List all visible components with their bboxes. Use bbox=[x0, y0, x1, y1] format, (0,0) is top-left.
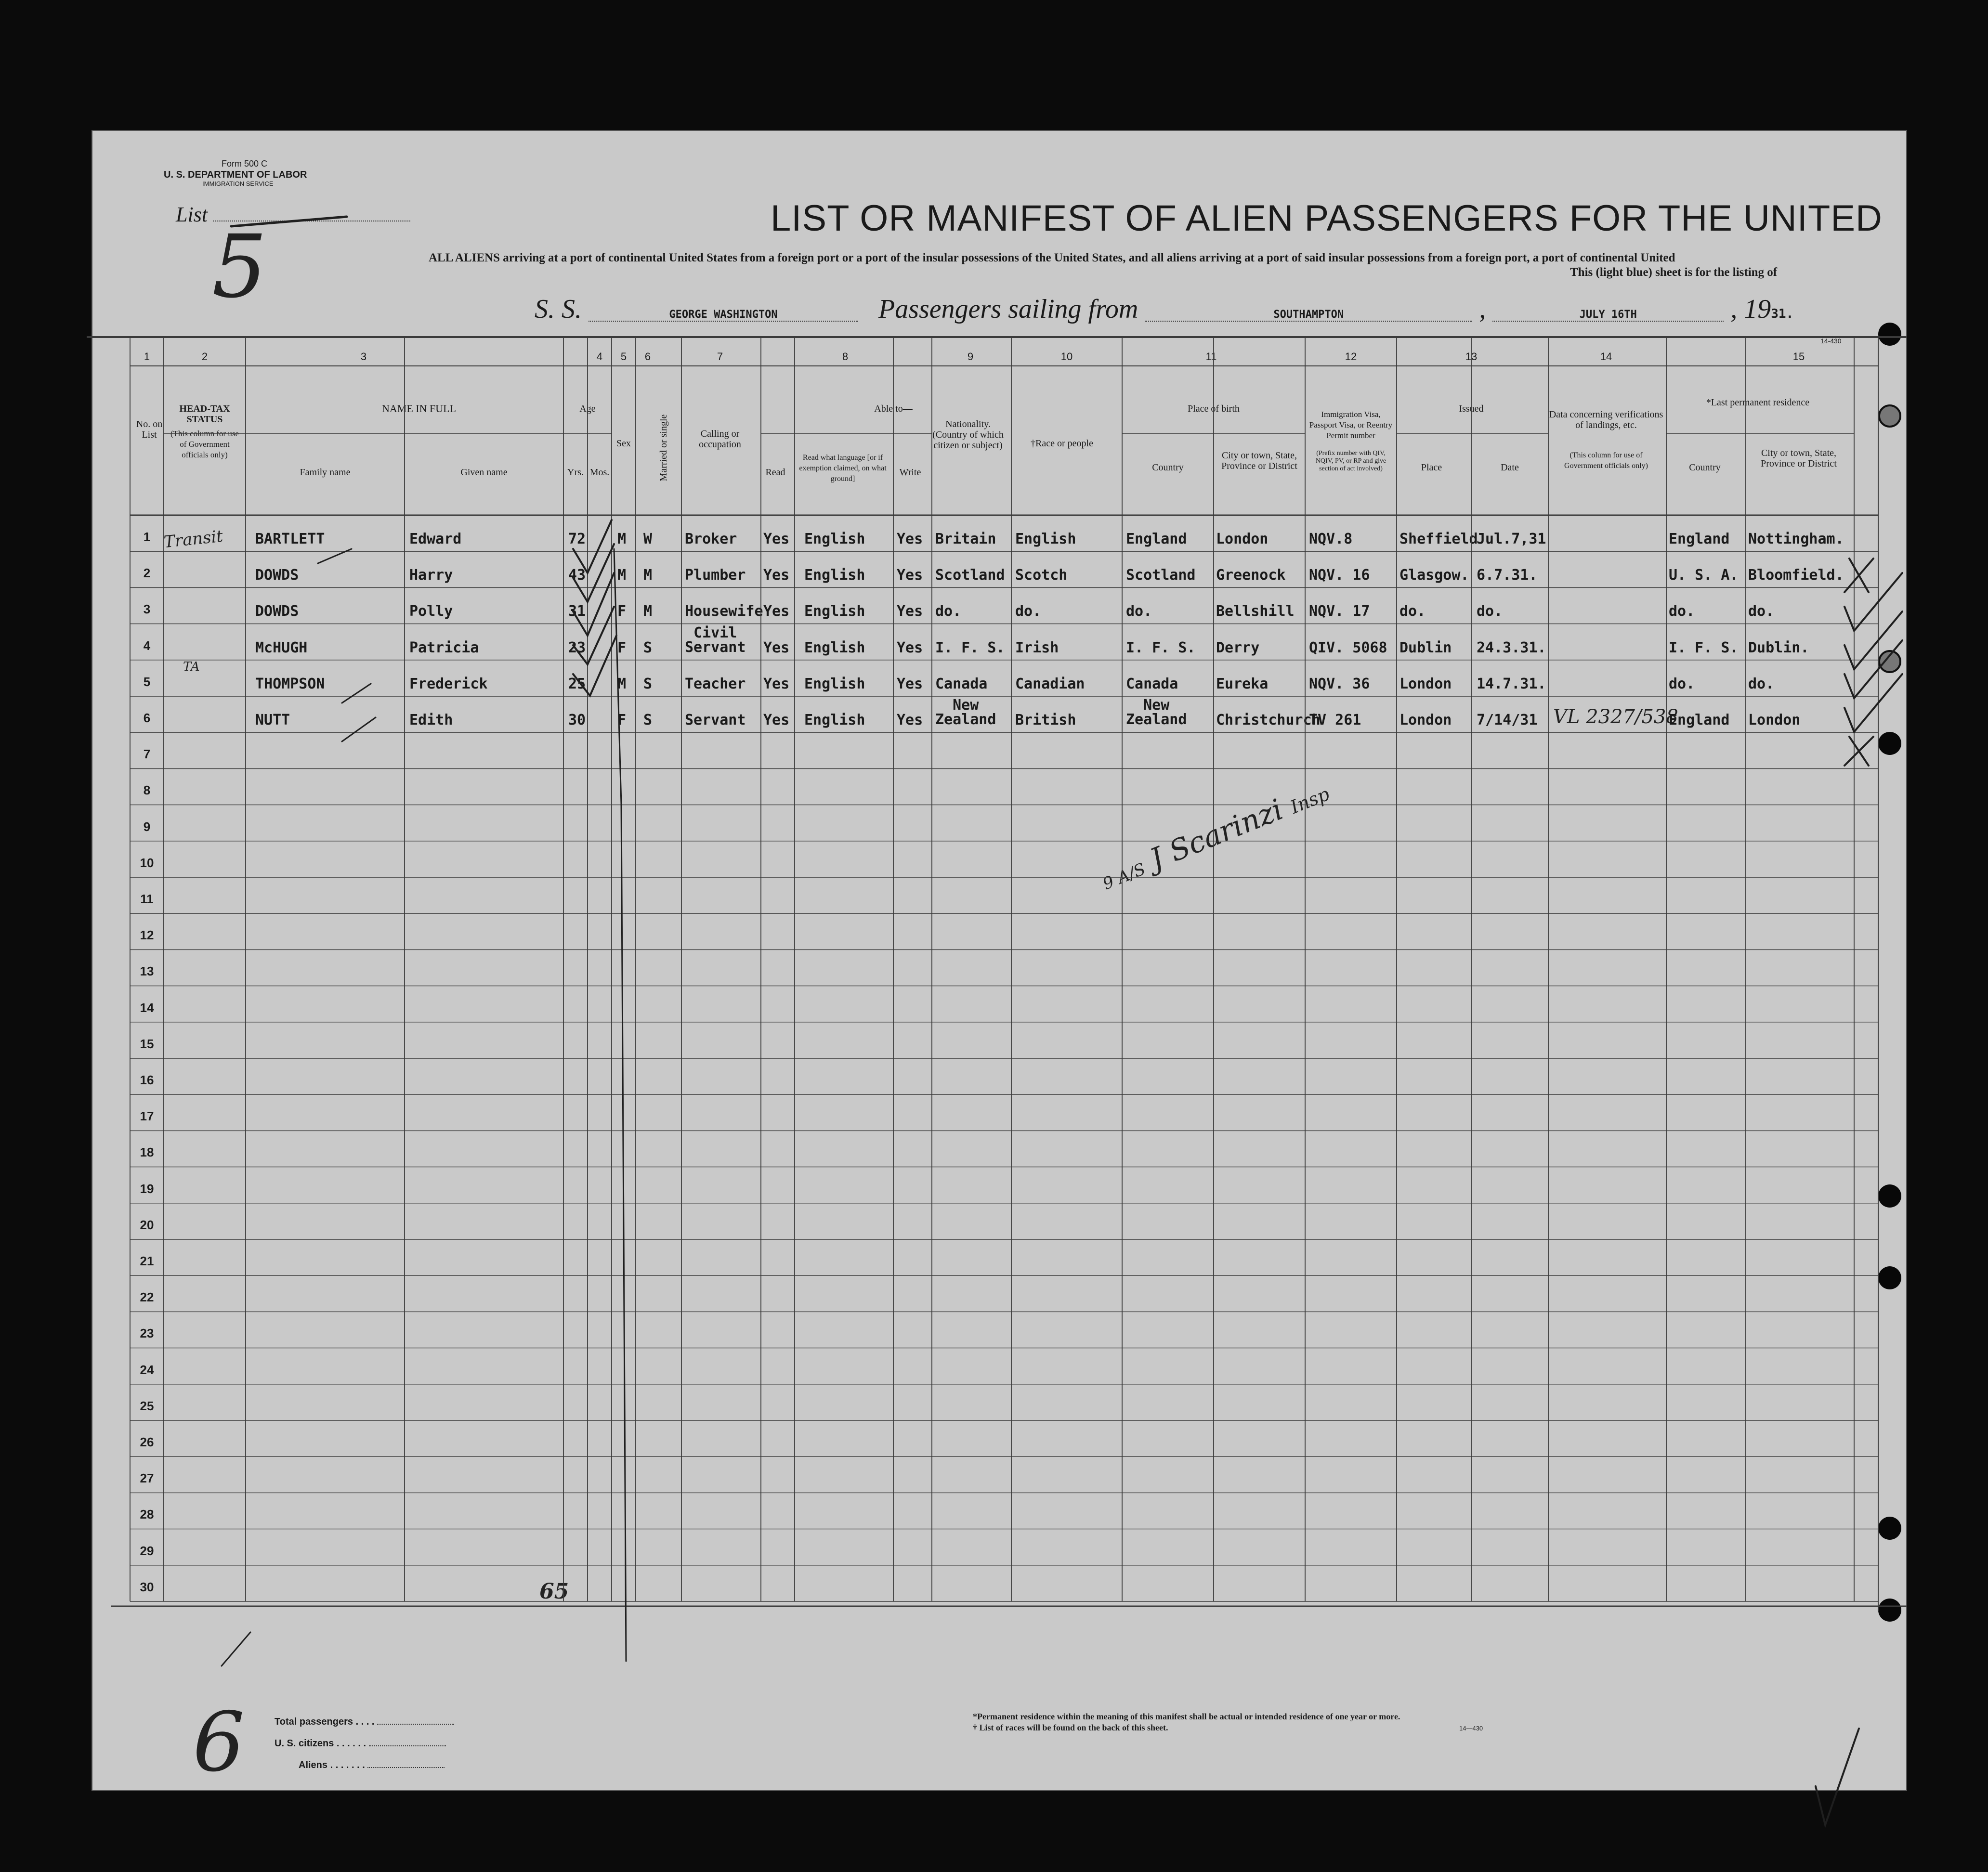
hdr-city: City or town, State, Province or District bbox=[1221, 450, 1297, 471]
row-number: 2 bbox=[143, 566, 151, 581]
hdr-visa-note: (Prefix number with QIV, NQIV, PV, or RP and give section of act involved) bbox=[1315, 450, 1386, 472]
hdr-given-name: Given name bbox=[460, 467, 508, 478]
cell-read: Yes bbox=[763, 567, 790, 584]
row-number: 24 bbox=[140, 1362, 154, 1377]
cell-birth-country: England bbox=[1126, 531, 1187, 547]
cell-birth-city: London bbox=[1216, 531, 1269, 547]
cell-given: Edward bbox=[409, 531, 462, 547]
cell-family: DOWDS bbox=[255, 567, 299, 584]
tick-mark bbox=[222, 1632, 250, 1666]
row-number: 7 bbox=[143, 747, 151, 762]
cell-birth-city: Bellshill bbox=[1216, 603, 1295, 620]
row-number: 20 bbox=[140, 1217, 154, 1232]
column-number: 4 bbox=[596, 351, 603, 363]
cell-visa: QIV. 5068 bbox=[1309, 639, 1387, 656]
row-number: 9 bbox=[143, 819, 151, 834]
cell-marital: W bbox=[643, 531, 653, 547]
cell-birth-city: Derry bbox=[1216, 639, 1260, 656]
hdr-yrs: Yrs. bbox=[567, 467, 584, 478]
ta-mark: TA bbox=[183, 660, 200, 674]
row-number: 27 bbox=[140, 1471, 154, 1486]
hdr-married: Married or single bbox=[658, 414, 669, 481]
row-number: 18 bbox=[140, 1145, 154, 1160]
footnote-code: 14—430 bbox=[1459, 1725, 1483, 1732]
row-number: 22 bbox=[140, 1290, 154, 1305]
cell-nationality: Scotland bbox=[935, 567, 1005, 584]
cell-marital: S bbox=[643, 675, 653, 692]
cell-sex: F bbox=[617, 639, 627, 656]
cell-nationality: do. bbox=[935, 603, 962, 620]
ship-name: GEORGE WASHINGTON bbox=[589, 309, 858, 322]
cell-language: English bbox=[804, 639, 865, 656]
cell-age: 43 bbox=[568, 567, 586, 584]
row-number: 21 bbox=[140, 1254, 154, 1268]
row-number: 28 bbox=[140, 1507, 154, 1522]
year-prefix: 19 bbox=[1744, 294, 1771, 324]
row-number: 26 bbox=[140, 1435, 154, 1449]
hdr-mos: Mos. bbox=[589, 467, 610, 478]
cell-issued-date: 6.7.31. bbox=[1477, 567, 1538, 584]
cell-family: NUTT bbox=[255, 712, 290, 728]
cell-read: Yes bbox=[763, 603, 790, 620]
cell-sex: M bbox=[617, 531, 627, 547]
hdr-write: Write bbox=[899, 467, 921, 478]
check-line bbox=[614, 549, 626, 1661]
cell-write: Yes bbox=[897, 603, 923, 620]
cell-read: Yes bbox=[763, 531, 790, 547]
cell-res-country: do. bbox=[1669, 603, 1695, 620]
cell-race: British bbox=[1015, 712, 1076, 728]
cell-res-city: Dublin. bbox=[1748, 639, 1809, 656]
cell-occupation: Plumber bbox=[685, 567, 746, 584]
column-number: 1 bbox=[144, 351, 150, 363]
cell-res-country: U. S. A. bbox=[1669, 567, 1739, 584]
voyage-line: S. S. GEORGE WASHINGTON Passengers sailing from SOUTHAMPTON , JULY 16TH , 1931. bbox=[535, 294, 1794, 324]
check-mark bbox=[573, 573, 614, 636]
check-mark bbox=[1844, 674, 1902, 732]
column-number: 2 bbox=[201, 351, 208, 363]
cell-family: THOMPSON bbox=[255, 675, 325, 692]
us-citizens-label: U. S. citizens . . . . . . bbox=[275, 1738, 446, 1749]
hdr-family-name: Family name bbox=[300, 467, 351, 478]
cell-race: Scotch bbox=[1015, 567, 1068, 584]
hdr-age: Age bbox=[579, 403, 596, 414]
instructions: ALL ALIENS arriving at a port of continental United States from a foreign port or a port of the insular possessions of the United States, and all aliens arriving at a port of said insular possessions from a foreign port, a port of continental United bbox=[429, 251, 1675, 264]
cell-read: Yes bbox=[763, 712, 790, 728]
row-number: 4 bbox=[143, 638, 151, 653]
cell-issued-date: 24.3.31. bbox=[1477, 639, 1546, 656]
row-number: 3 bbox=[143, 602, 151, 617]
cell-age: 25 bbox=[568, 675, 586, 692]
page-mark: 65 bbox=[539, 1579, 569, 1604]
aliens-label: Aliens . . . . . . . bbox=[299, 1760, 445, 1771]
cell-visa: NQV.8 bbox=[1309, 531, 1353, 547]
tick-mark bbox=[342, 717, 376, 741]
column-number: 14 bbox=[1600, 351, 1612, 363]
column-number: 8 bbox=[842, 351, 849, 363]
cell-sex: F bbox=[617, 712, 627, 728]
hdr-name-in-full: NAME IN FULL bbox=[382, 403, 456, 415]
cell-write: Yes bbox=[897, 567, 923, 584]
cell-birth-country: Canada bbox=[1126, 675, 1178, 692]
cell-issued-place: London bbox=[1399, 712, 1452, 728]
hdr-issued-date: Date bbox=[1501, 462, 1519, 473]
cell-language: English bbox=[804, 531, 865, 547]
cell-language: English bbox=[804, 567, 865, 584]
hdr-sex: Sex bbox=[616, 438, 631, 449]
column-number: 12 bbox=[1345, 351, 1357, 363]
cell-issued-place: Glasgow. bbox=[1399, 567, 1469, 584]
row-number: 5 bbox=[143, 674, 151, 689]
hdr-read: Read bbox=[765, 467, 785, 478]
row-number: 10 bbox=[140, 855, 154, 870]
cell-issued-place: Sheffield bbox=[1399, 531, 1478, 547]
page-title: LIST OR MANIFEST OF ALIEN PASSENGERS FOR THE UNITED bbox=[771, 198, 1883, 239]
row-number: 23 bbox=[140, 1326, 154, 1341]
cell-birth-country: I. F. S. bbox=[1126, 639, 1196, 656]
cell-sex: M bbox=[617, 675, 627, 692]
list-label: List bbox=[176, 202, 410, 227]
cell-given: Patricia bbox=[409, 639, 479, 656]
hdr-res-country: Country bbox=[1689, 462, 1721, 473]
row-number: 6 bbox=[143, 711, 151, 725]
cell-birth-city: Christchurch bbox=[1216, 712, 1321, 728]
cell-marital: S bbox=[643, 639, 653, 656]
row-number: 17 bbox=[140, 1109, 154, 1124]
cell-visa: NQV. 36 bbox=[1309, 675, 1370, 692]
row-number: 1 bbox=[143, 530, 151, 544]
column-number: 11 bbox=[1205, 351, 1217, 363]
footnote-residence: *Permanent residence within the meaning of this manifest shall be actual or intended residence of one year or more. bbox=[973, 1712, 1400, 1721]
row-number: 29 bbox=[140, 1543, 154, 1558]
cell-given: Harry bbox=[409, 567, 453, 584]
cell-res-city: do. bbox=[1748, 675, 1775, 692]
row-number: 8 bbox=[143, 783, 151, 798]
cell-issued-place: London bbox=[1399, 675, 1452, 692]
cell-given: Frederick bbox=[409, 675, 488, 692]
cell-given: Polly bbox=[409, 603, 453, 620]
cell-race: Irish bbox=[1015, 639, 1059, 656]
cell-occupation: Teacher bbox=[685, 675, 746, 692]
cell-sex: M bbox=[617, 567, 627, 584]
year-suffix: 31. bbox=[1771, 307, 1794, 321]
check-mark bbox=[1844, 611, 1902, 669]
cell-nationality: Canada bbox=[935, 675, 988, 692]
cell-res-country: I. F. S. bbox=[1669, 639, 1739, 656]
hdr-head-tax: HEAD-TAX STATUS bbox=[179, 403, 230, 425]
cell-visa: NQV. 17 bbox=[1309, 603, 1370, 620]
cell-occupation: Servant bbox=[685, 712, 746, 728]
row-number: 14 bbox=[140, 1000, 154, 1015]
hdr-nationality: Nationality. (Country of which citizen or subject) bbox=[932, 419, 1004, 451]
cell-write: Yes bbox=[897, 712, 923, 728]
column-number: 13 bbox=[1465, 351, 1478, 363]
cell-family: BARTLETT bbox=[255, 531, 325, 547]
hdr-country: Country bbox=[1152, 462, 1184, 473]
hdr-able-to: Able to— bbox=[874, 403, 913, 414]
cell-issued-place: do. bbox=[1399, 603, 1426, 620]
hdr-issued-place: Place bbox=[1421, 462, 1442, 473]
cell-age: 31 bbox=[568, 603, 586, 620]
hdr-place-of-birth: Place of birth bbox=[1188, 403, 1240, 414]
cell-visa: NQV. 16 bbox=[1309, 567, 1370, 584]
form-number: Form 500 C bbox=[222, 159, 268, 169]
column-number: 9 bbox=[967, 351, 974, 363]
row-number: 19 bbox=[140, 1181, 154, 1196]
hdr-read-language: Read what language [or if exemption claimed, on what ground] bbox=[799, 454, 887, 483]
row-number: 13 bbox=[140, 964, 154, 979]
cell-age: 30 bbox=[568, 712, 586, 728]
cell-issued-date: Jul.7,31 bbox=[1477, 531, 1546, 547]
hdr-calling: Calling or occupation bbox=[699, 429, 741, 450]
cell-race: English bbox=[1015, 531, 1076, 547]
cell-nationality: I. F. S. bbox=[935, 639, 1005, 656]
cell-birth-country: New Zealand bbox=[1126, 697, 1187, 728]
row-number: 16 bbox=[140, 1073, 154, 1087]
cell-marital: S bbox=[643, 712, 653, 728]
column-number: 10 bbox=[1060, 351, 1073, 363]
cell-occupation: Broker bbox=[685, 531, 737, 547]
hdr-res-city: City or town, State, Province or District bbox=[1761, 448, 1837, 469]
cell-occupation: Housewife bbox=[685, 603, 763, 620]
cell-res-country: England bbox=[1669, 531, 1730, 547]
cell-res-country: do. bbox=[1669, 675, 1695, 692]
count-mark: 6 bbox=[193, 1695, 245, 1790]
hdr-last-residence: *Last permanent residence bbox=[1706, 397, 1810, 408]
port-name: SOUTHAMPTON bbox=[1145, 309, 1472, 322]
row-number: 12 bbox=[140, 928, 154, 943]
tick-mark bbox=[342, 684, 371, 703]
cell-res-city: Bloomfield. bbox=[1748, 567, 1844, 584]
cell-race: Canadian bbox=[1015, 675, 1085, 692]
cell-marital: M bbox=[643, 603, 653, 620]
cell-birth-country: Scotland bbox=[1126, 567, 1196, 584]
cell-age: 23 bbox=[568, 639, 586, 656]
sailing-label: Passengers sailing from bbox=[878, 294, 1138, 324]
sailing-date: JULY 16TH bbox=[1492, 309, 1724, 322]
cell-write: Yes bbox=[897, 531, 923, 547]
row-number: 15 bbox=[140, 1036, 154, 1051]
footnote-races: † List of races will be found on the back of this sheet. bbox=[973, 1723, 1168, 1732]
cell-birth-city: Greenock bbox=[1216, 567, 1286, 584]
stamp-code: 14-430 bbox=[1820, 337, 1842, 345]
cell-language: English bbox=[804, 712, 865, 728]
cell-birth-country: do. bbox=[1126, 603, 1152, 620]
cell-issued-date: do. bbox=[1477, 603, 1503, 620]
list-number-stroke bbox=[231, 217, 347, 226]
x-mark bbox=[1844, 559, 1873, 592]
cell-language: English bbox=[804, 603, 865, 620]
cell-occupation: Civil Servant bbox=[685, 624, 746, 656]
cell-nationality: New Zealand bbox=[935, 697, 996, 728]
x-mark bbox=[1844, 737, 1873, 766]
head-tax-transit-mark: Transit bbox=[163, 526, 224, 552]
column-number: 7 bbox=[717, 351, 723, 363]
hdr-issued: Issued bbox=[1459, 403, 1484, 414]
row-number: 25 bbox=[140, 1398, 154, 1413]
column-number: 6 bbox=[644, 351, 651, 363]
cell-family: DOWDS bbox=[255, 603, 299, 620]
department: U. S. DEPARTMENT OF LABOR bbox=[164, 169, 307, 180]
row-number: 30 bbox=[140, 1579, 154, 1594]
cell-age: 72 bbox=[568, 531, 586, 547]
list-number: 5 bbox=[212, 217, 267, 317]
hdr-race: †Race or people bbox=[1031, 438, 1093, 449]
cell-landing: VL 2327/538 bbox=[1553, 706, 1678, 728]
inspector-signature: 9 A/S J Scarinzi Insp bbox=[1100, 783, 1333, 894]
cell-res-city: do. bbox=[1748, 603, 1775, 620]
hdr-no-on-list: No. on List bbox=[136, 419, 163, 440]
column-number: 5 bbox=[620, 351, 627, 363]
cell-issued-date: 14.7.31. bbox=[1477, 675, 1546, 692]
hdr-data-landings: Data concerning verifications of landings, etc. bbox=[1549, 409, 1663, 430]
check-mark bbox=[573, 544, 614, 602]
cell-birth-city: Eureka bbox=[1216, 675, 1269, 692]
column-number: 15 bbox=[1792, 351, 1805, 363]
cell-res-city: London bbox=[1748, 712, 1801, 728]
cell-issued-date: 7/14/31 bbox=[1477, 712, 1538, 728]
cell-given: Edith bbox=[409, 712, 453, 728]
cell-write: Yes bbox=[897, 639, 923, 656]
cell-nationality: Britain bbox=[935, 531, 996, 547]
column-number: 3 bbox=[360, 351, 367, 363]
ss-label: S. S. bbox=[535, 294, 582, 324]
cell-sex: F bbox=[617, 603, 627, 620]
cell-visa: TV 261 bbox=[1309, 712, 1361, 728]
cell-res-country: England bbox=[1669, 712, 1730, 728]
cell-read: Yes bbox=[763, 675, 790, 692]
service: IMMIGRATION SERVICE bbox=[202, 180, 274, 187]
cell-read: Yes bbox=[763, 639, 790, 656]
cell-language: English bbox=[804, 675, 865, 692]
check-mark bbox=[1816, 1729, 1859, 1825]
check-mark bbox=[573, 636, 616, 696]
hdr-head-tax-note: (This column for use of Government officials only) bbox=[170, 429, 239, 459]
cell-marital: M bbox=[643, 567, 653, 584]
total-passengers-label: Total passengers . . . . bbox=[275, 1716, 454, 1728]
row-number: 11 bbox=[140, 892, 154, 906]
instructions-2: This (light blue) sheet is for the listing of bbox=[1570, 266, 1778, 279]
cell-issued-place: Dublin bbox=[1399, 639, 1452, 656]
hdr-data-landings-note: (This column for use of Government officials only) bbox=[1564, 451, 1648, 470]
check-mark bbox=[573, 520, 612, 573]
cell-write: Yes bbox=[897, 675, 923, 692]
cell-family: McHUGH bbox=[255, 639, 308, 656]
hdr-visa: Immigration Visa, Passport Visa, or Reentry Permit number bbox=[1309, 410, 1393, 440]
cell-race: do. bbox=[1015, 603, 1042, 620]
cell-res-city: Nottingham. bbox=[1748, 531, 1844, 547]
